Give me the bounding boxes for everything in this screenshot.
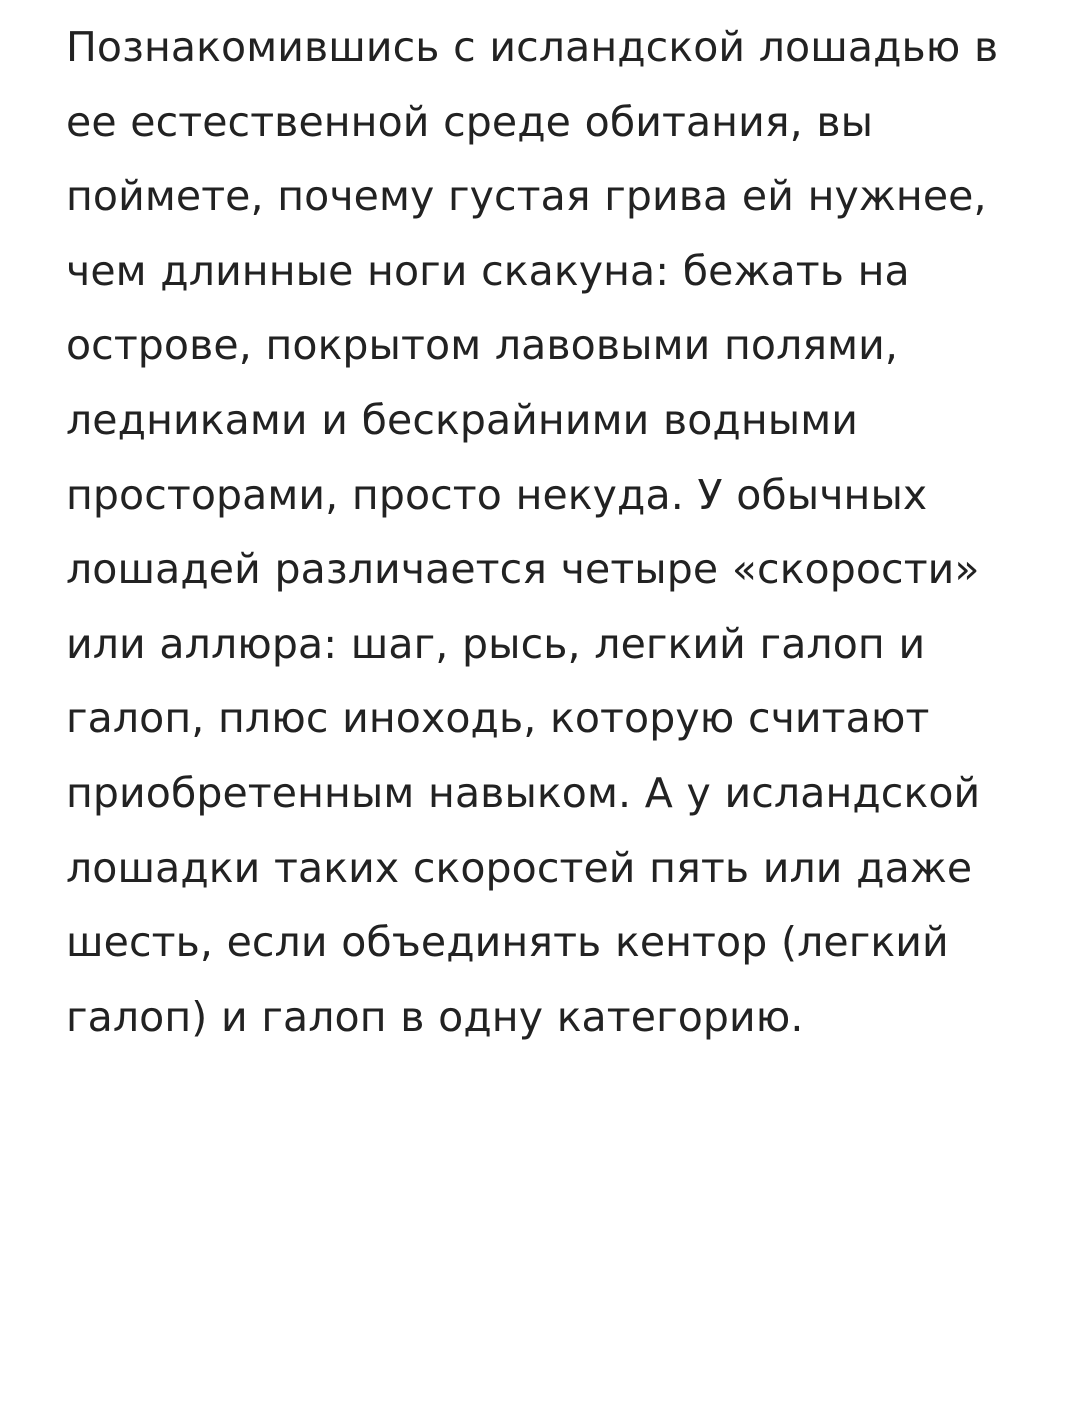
article-body <box>66 10 1010 1055</box>
paragraph: Познакомившись с исландской лошадью в ее естественной среде обитания, вы поймете, почему густая грива ей нужнее, чем длинные ноги скакуна: бежать на острове, покрытом лавовыми полями, ледниками и бескрайними водными просторами, просто некуда. У обычных лошадей различается четыре «скорости» или аллюра: шаг, рысь, легкий галоп и галоп, плюс иноходь, которую считают приобретенным навыком. А у исландской лошадки таких скоростей пять или даже шесть, если объединять кентор (легкий галоп) и галоп в одну категорию. <box>66 23 999 1041</box>
